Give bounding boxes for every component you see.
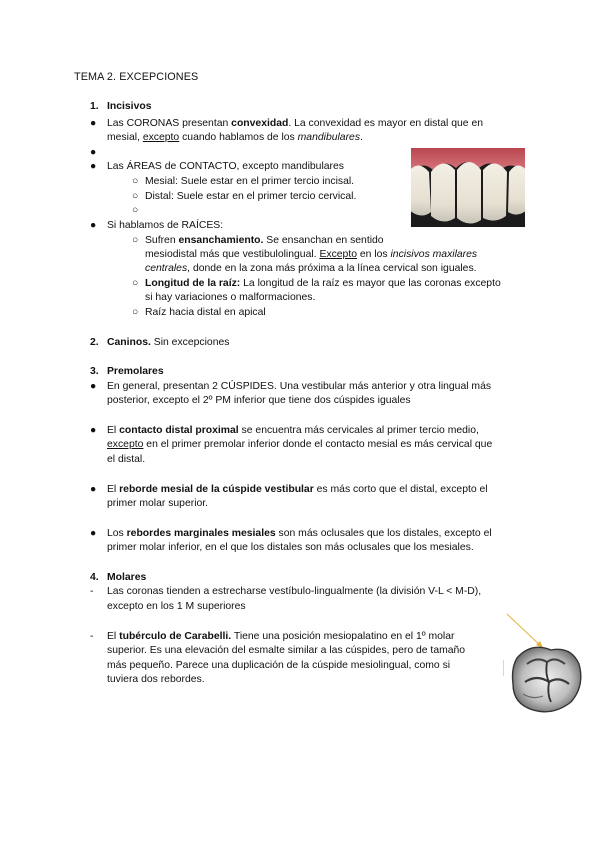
section-4-heading: Molares xyxy=(107,572,147,583)
carabelli-l3: más pequeño. Parece una duplicación de la cúspide mesiolingual, como si xyxy=(107,660,451,671)
carabelli-l1: El tubérculo de Carabelli. Tiene una posición mesiopalatino en el 1º molar xyxy=(107,631,455,642)
reborde-mesial-l2: primer molar superior. xyxy=(107,498,209,509)
rebordes-marginales-l2: primer molar inferior, en el que los distales son más oclusales que los mesiales. xyxy=(107,542,474,553)
section-2-number: 2. xyxy=(90,337,99,348)
bullet: ● xyxy=(90,484,97,495)
incisivos-coronas-line2: mesial, excepto cuando hablamos de los mandibulares. xyxy=(107,132,363,143)
raices-heading: Si hablamos de RAÍCES: xyxy=(107,220,224,231)
pointer-arrow xyxy=(507,614,543,648)
incisivos-coronas-line1: Las CORONAS presentan convexidad. La convexidad es mayor en distal que en xyxy=(107,118,484,129)
bullet: ● xyxy=(90,381,97,392)
raices-ensanchamiento-l3: centrales, donde en la zona más próxima a la línea cervical son iguales. xyxy=(145,263,477,274)
sub-bullet: ○ xyxy=(132,235,139,246)
section-3-heading: Premolares xyxy=(107,366,164,377)
molares-coronas-l2: excepto en los 1 M superiores xyxy=(107,601,246,612)
incisors-photo xyxy=(411,148,525,227)
sub-bullet: ○ xyxy=(132,176,139,187)
raiz-distal: Raíz hacia distal en apical xyxy=(145,307,266,318)
sub-bullet: ○ xyxy=(132,191,139,202)
carabelli-l2: superior. Es una elevación del esmalte similar a las cúspides, pero de tamaño xyxy=(107,645,466,656)
bullet: ● xyxy=(90,220,97,231)
dash-bullet: - xyxy=(90,631,94,642)
longitud-raiz-l2: si hay variaciones o malformaciones. xyxy=(145,292,316,303)
contacto-distal-l2: excepto en el primer premolar inferior donde el contacto mesial es más cervical que xyxy=(107,439,493,450)
sub-bullet: ○ xyxy=(132,307,139,318)
premolares-cuspides-l2: posterior, excepto el 2º PM inferior que tiene dos cúspides iguales xyxy=(107,395,411,406)
premolares-cuspides-l1: En general, presentan 2 CÚSPIDES. Una vestibular más anterior y otra lingual más xyxy=(107,381,492,392)
section-3-number: 3. xyxy=(90,366,99,377)
longitud-raiz-l1: Longitud de la raíz: La longitud de la raíz es mayor que las coronas excepto xyxy=(145,278,501,289)
raices-ensanchamiento-l1: Sufren ensanchamiento. Se ensanchan en sentido xyxy=(145,235,384,246)
dash-bullet: - xyxy=(90,586,94,597)
sub-bullet: ○ xyxy=(132,278,139,289)
rebordes-marginales-l1: Los rebordes marginales mesiales son más oclusales que los distales, excepto el xyxy=(107,528,492,539)
incisors-illustration xyxy=(411,148,525,227)
contacto-distal: Distal: Suele estar en el primer tercio cervical. xyxy=(145,191,357,202)
section-4-number: 4. xyxy=(90,572,99,583)
bullet-empty: ● xyxy=(90,147,97,158)
page-title: TEMA 2. EXCEPCIONES xyxy=(74,71,199,83)
bullet: ● xyxy=(90,161,97,172)
molares-coronas-l1: Las coronas tienden a estrecharse vestíbulo-lingualmente (la división V-L < M-D), xyxy=(107,586,482,597)
reborde-mesial-l1: El reborde mesial de la cúspide vestibular es más corto que el distal, excepto el xyxy=(107,484,488,495)
areas-contacto: Las ÁREAS de CONTACTO, excepto mandibulares xyxy=(107,161,344,172)
section-1-number: 1. xyxy=(90,101,99,112)
raices-ensanchamiento-l2: mesiodistal más que vestibulolingual. Excepto en los incisivos maxilares xyxy=(145,249,478,260)
contacto-distal-l1: El contacto distal proximal se encuentra más cervicales al primer tercio medio, xyxy=(107,425,479,436)
contacto-distal-l3: el distal. xyxy=(107,454,146,465)
carabelli-l4: tuviera dos rebordes. xyxy=(107,674,205,685)
contacto-mesial: Mesial: Suele estar en el primer tercio incisal. xyxy=(145,176,355,187)
molar-illustration xyxy=(503,612,587,716)
bullet: ● xyxy=(90,118,97,129)
bullet: ● xyxy=(90,425,97,436)
section-2-line: Caninos. Sin excepciones xyxy=(107,337,230,348)
bullet: ● xyxy=(90,528,97,539)
section-1-heading: Incisivos xyxy=(107,101,152,112)
sub-bullet-empty: ○ xyxy=(132,205,139,216)
